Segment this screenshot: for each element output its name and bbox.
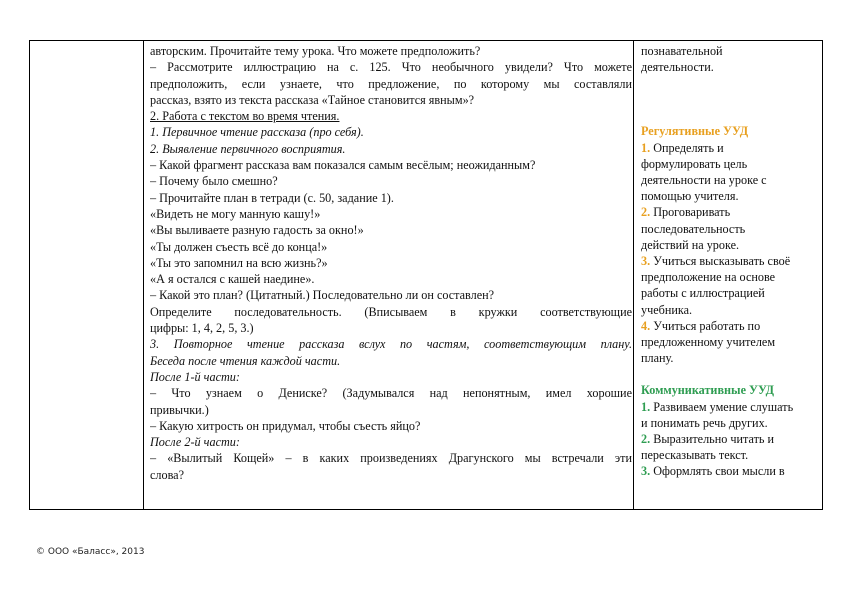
item-text: и понимать речь других. (641, 415, 768, 430)
content-line: – Рассмотрите иллюстрацию на с. 125. Что необычного увидели? Что можете (150, 60, 632, 75)
content-line: – Почему было смешно? (150, 174, 278, 189)
item-number: 4. (641, 318, 651, 333)
item-number: 1. (641, 140, 651, 155)
lesson-table (29, 40, 823, 510)
item-text: Выразительно читать и (653, 432, 775, 447)
regulative-item (641, 253, 817, 318)
plan-item: «Ты должен съесть всё до конца!» (150, 239, 328, 254)
content-line: – Что узнаем о Дениске? (Задумывался над непонятным, имел хорошие (150, 386, 632, 401)
uud-line: познавательной (641, 44, 723, 58)
item-text: деятельности на уроке с (641, 173, 767, 188)
regulative-uud-title: Регулятивные УУД (641, 124, 749, 139)
communicative-item (641, 463, 817, 479)
content-line: – Какой фрагмент рассказа вам показался самым весёлым; неожиданным? (150, 158, 536, 173)
part-heading: После 2-й части: (150, 435, 240, 450)
copyright-footer: © ООО «Баласс», 2013 (36, 547, 145, 557)
item-text: Определять и (653, 140, 724, 155)
item-text: Учиться работать по (653, 318, 761, 333)
content-line: 2. Выявление первичного восприятия. (150, 141, 346, 156)
item-text: действий на уроке. (641, 237, 740, 252)
regulative-item (641, 318, 817, 367)
content-line: Беседа после чтения каждой части. (150, 353, 341, 368)
content-line: авторским. Прочитайте тему урока. Что можете предположить? (150, 44, 481, 58)
item-text: пересказывать текст. (641, 448, 749, 463)
item-number: 3. (641, 464, 651, 479)
column-divider-left (143, 41, 144, 509)
item-number: 3. (641, 254, 651, 269)
plan-item: «Вы выливаете разную гадость за окно!» (150, 223, 364, 238)
content-line: предположить, если узнаете, что предложение, по которому мы составляли (150, 76, 632, 91)
content-line: – Прочитайте план в тетради (с. 50, задание 1). (150, 190, 394, 205)
item-text: предложенному учителем (641, 335, 776, 350)
item-text: предположение на основе (641, 270, 776, 285)
uud-line: деятельности. (641, 60, 714, 75)
plan-item: «Ты это запомнил на всю жизнь?» (150, 255, 328, 270)
item-text: Оформлять свои мысли в (653, 464, 785, 479)
content-line: – «Вылитый Кощей» – в каких произведениях Драгунского мы встречали эти (150, 451, 632, 466)
item-text: плану. (641, 351, 674, 366)
content-line: привычки.) (150, 402, 209, 417)
part-heading: После 1-й части: (150, 369, 240, 384)
content-line: – Какую хитрость он придумал, чтобы съесть яйцо? (150, 418, 421, 433)
item-number: 1. (641, 399, 651, 414)
regulative-item (641, 140, 817, 205)
item-text: Проговаривать (653, 205, 731, 220)
plan-item: «Видеть не могу манную кашу!» (150, 206, 321, 221)
communicative-uud-title: Коммуникативные УУД (641, 383, 775, 398)
plan-item: «А я остался с кашей наедине». (150, 272, 315, 287)
item-text: работы с иллюстрацией (641, 286, 765, 301)
item-text: Развиваем умение слушать (653, 399, 794, 414)
regulative-item (641, 204, 817, 253)
content-line: 3. Повторное чтение рассказа вслух по частям, соответствующим плану. (150, 337, 632, 352)
item-text: Учиться высказывать своё (653, 254, 791, 269)
column-divider-right (633, 41, 634, 509)
item-text: формулировать цель (641, 156, 748, 171)
content-line: – Какой это план? (Цитатный.) Последовательно ли он составлен? (150, 288, 495, 303)
content-line: слова? (150, 467, 184, 482)
item-number: 2. (641, 432, 651, 447)
content-line: Определите последовательность. (Вписываем в кружки соответствующие (150, 304, 632, 319)
uud-column (641, 43, 817, 480)
content-line: рассказ, взято из текста рассказа «Тайное становится явным»? (150, 92, 475, 107)
communicative-item (641, 399, 817, 431)
section-heading: 2. Работа с текстом во время чтения. (150, 109, 340, 124)
lesson-content-column (150, 43, 632, 483)
item-text: учебника. (641, 302, 693, 317)
item-text: помощью учителя. (641, 189, 739, 204)
item-number: 2. (641, 205, 651, 220)
content-line: цифры: 1, 4, 2, 5, 3.) (150, 321, 254, 336)
content-line: 1. Первичное чтение рассказа (про себя). (150, 125, 364, 140)
communicative-item (641, 431, 817, 463)
item-text: последовательность (641, 221, 746, 236)
